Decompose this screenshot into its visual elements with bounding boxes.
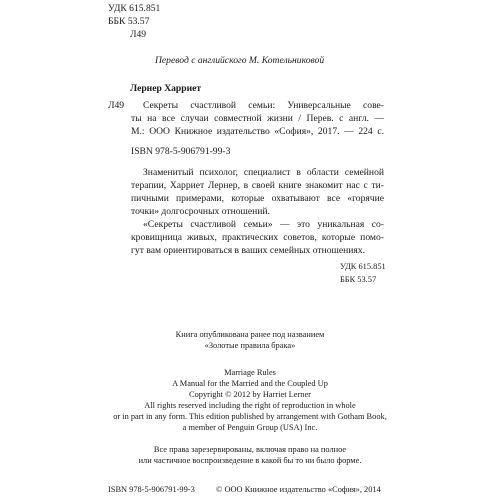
catalog-author: Лернер Харриет — [130, 83, 202, 94]
original-line-5: or in part in any form. This edition published by arrangement with Gotham Book, — [113, 412, 387, 421]
annotation-line-4: точки» долгосрочных отношений. — [131, 206, 270, 217]
top-author-mark: Л49 — [130, 29, 147, 40]
annotation-bbk: ББК 53.57 — [340, 275, 377, 284]
catalog-line-3: М.: ООО Книжное издательство «София», 2017. — 224 с. — [131, 126, 384, 137]
annotation-udk: УДК 615.851 — [340, 262, 386, 271]
original-line-6: a member of Penguin Group (USA) Inc. — [182, 423, 318, 432]
annotation-line-6: кровищница живых, практических советов, которые помо- — [131, 232, 384, 243]
translator-credit: Перевод с английского М. Котельниковой — [155, 55, 325, 66]
annotation-line-7: гут вам ориентироваться в ваших семейных отношениях. — [131, 245, 366, 256]
rights-line-2: или частичное воспроизведение в какой бы то ни было форме. — [138, 456, 362, 465]
catalog-side-mark: Л49 — [108, 100, 125, 111]
original-line-1: Marriage Rules — [224, 368, 276, 377]
top-udk: УДК 615.851 — [108, 3, 161, 14]
catalog-isbn: ISBN 978-5-906791-99-3 — [131, 146, 231, 157]
annotation-line-2: терапии, Харриет Лернер, в своей книге знакомит нас с ти- — [131, 180, 384, 191]
original-line-3: Copyright © 2012 by Harriet Lerner — [189, 390, 311, 399]
previous-title: «Золотые правила брака» — [204, 341, 296, 350]
annotation-line-1: Знаменитый психолог, специалист в области семейной — [143, 167, 384, 178]
rights-line-1: Все права зарезервированы, включая право на полное — [153, 445, 347, 454]
footer-copyright: © ООО Книжное издательство «София», 2014 — [216, 485, 381, 494]
top-bbk: ББК 53.57 — [108, 16, 150, 27]
annotation-line-5: «Секреты счастливой семьи» — это уникальная со- — [143, 219, 384, 230]
catalog-line-1: Секреты счастливой семьи: Универсальные сове- — [143, 100, 384, 111]
original-line-2: A Manual for the Married and the Coupled Up — [172, 379, 328, 388]
previous-title-note: Книга опубликована ранее под названием — [175, 330, 325, 339]
catalog-line-2: ты на все случаи совместной жизни / Перев. с англ. — — [131, 113, 384, 124]
annotation-line-3: пичными примерами, которые охватывают все «горячие — [131, 193, 384, 204]
original-line-4: All rights reserved including the right of reproduction in whole — [144, 401, 356, 410]
footer-isbn: ISBN 978-5-906791-99-3 — [108, 485, 195, 494]
